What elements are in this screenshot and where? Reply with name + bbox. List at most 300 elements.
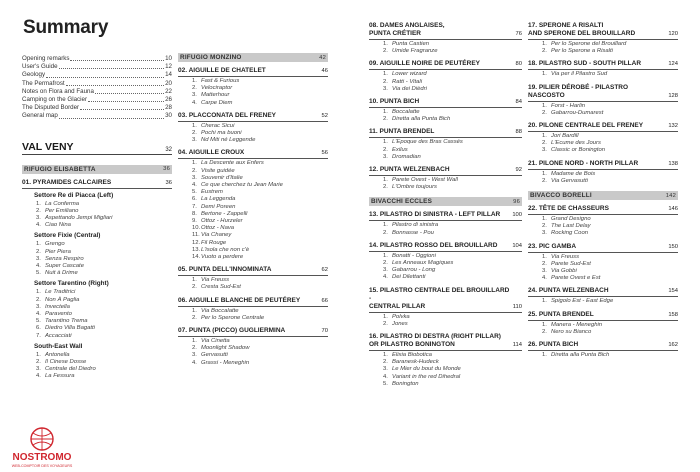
list-item — [369, 184, 522, 191]
list-item-title: Per lo Sperone a Risalti — [551, 48, 613, 55]
list-item-title: Antonella — [45, 351, 70, 358]
list-item-title: Per lo Sperone Centrale — [201, 314, 265, 321]
list-item — [369, 267, 522, 274]
list-item-title: Velociraptor — [201, 85, 233, 92]
general-toc — [22, 55, 172, 121]
route-header — [528, 22, 678, 40]
route-page: 124 — [668, 61, 678, 68]
list-item — [178, 345, 328, 352]
route-name: 12. PUNTA WELZENBACH — [369, 166, 450, 174]
list-item — [178, 338, 328, 345]
list-item-number: 4. — [36, 222, 41, 229]
section-title: VAL VENY — [22, 140, 74, 153]
route-list — [178, 78, 328, 107]
list-item-title: Senza Respiro — [45, 255, 84, 262]
list-item-number: 2. — [192, 345, 197, 352]
list-item-number: 1. — [542, 298, 547, 305]
list-item-number: 12. — [192, 239, 201, 246]
route-header — [369, 287, 522, 313]
list-item-number: 1. — [383, 177, 388, 184]
route-name: 23. PIC GAMBA — [528, 242, 577, 250]
route-header — [178, 297, 328, 307]
list-item-number: 3. — [192, 137, 197, 144]
route-page: 46 — [321, 68, 328, 74]
list-item — [178, 189, 328, 196]
list-item — [528, 133, 678, 140]
list-item-title: Madame de Bois — [551, 170, 596, 177]
list-item — [22, 333, 172, 340]
list-item-title: Per Emiliano — [45, 207, 79, 214]
route-header — [528, 341, 678, 351]
route-name: 13. PILASTRO DI SINISTRA - LEFT PILLAR — [369, 211, 501, 219]
route-name: 18. PILASTRO SUD - SOUTH PILLAR — [528, 60, 642, 68]
route-page: 114 — [512, 342, 522, 349]
list-item — [369, 274, 522, 281]
route-page: 36 — [165, 179, 172, 186]
route-header — [528, 243, 678, 253]
list-item-title: La Fessura — [45, 373, 75, 380]
toc-leader — [46, 71, 164, 77]
list-item-title: Diretta alla Punta Bich — [551, 352, 610, 359]
list-item — [178, 85, 328, 92]
list-item — [369, 86, 522, 93]
list-item-number: 3. — [383, 267, 388, 274]
list-item-number: 3. — [542, 147, 547, 154]
list-item — [369, 177, 522, 184]
list-item-title: Forst - Harlin — [551, 102, 586, 109]
list-item-title: Fil Rouge — [201, 239, 227, 246]
list-item — [528, 48, 678, 55]
refuge-header — [22, 165, 172, 174]
route-list — [528, 103, 678, 117]
toc-entry — [22, 63, 172, 71]
summary-column — [22, 0, 172, 381]
list-item — [369, 48, 522, 55]
list-item-number: 2. — [542, 328, 547, 335]
list-item-title: Bonington — [392, 380, 419, 387]
route-header — [178, 327, 328, 337]
list-item-number: 1. — [383, 252, 388, 259]
route-list — [528, 322, 678, 336]
list-item-title: Grand Designo — [551, 216, 591, 223]
list-item-number: 4. — [383, 274, 388, 281]
toc-column-2 — [178, 53, 328, 367]
list-item — [528, 103, 678, 110]
list-item-number: 2. — [383, 78, 388, 85]
list-item — [22, 325, 172, 332]
route-name: 21. PILONE NORD - NORTH PILLAR — [528, 159, 639, 167]
route-header — [369, 128, 522, 138]
list-item-title: Ciao Nina — [45, 222, 71, 229]
list-item-title: Via Freuss — [201, 277, 230, 284]
refuge-header — [528, 191, 678, 200]
list-item-title: Umide Fragranze — [392, 48, 438, 55]
sector-title: Settore Re di Piacca (Left) — [34, 191, 114, 199]
list-item — [369, 109, 522, 116]
list-item-number: 1. — [192, 338, 197, 345]
route-header — [369, 98, 522, 108]
toc-leader — [70, 55, 164, 61]
route-header — [178, 266, 328, 276]
list-item-number: 3. — [383, 366, 388, 373]
list-item — [369, 374, 522, 381]
list-item-title: Elixia Biobotica — [392, 352, 432, 359]
list-item-title: Pier Piera — [45, 248, 71, 255]
list-item-title: Nuit à Drime — [45, 270, 78, 277]
list-item-title: L'Epoque des Bras Cassés — [392, 139, 463, 146]
list-item — [22, 201, 172, 208]
list-item — [528, 298, 678, 305]
list-item-title: Ottoz - Nava — [201, 225, 235, 232]
sector-title: South-East Wall — [34, 342, 83, 350]
list-item — [369, 71, 522, 78]
route-name: 17. SPERONE A RISALTI AND SPERONE DEL BROUILLARD — [528, 22, 636, 37]
list-item-number: 3. — [192, 92, 197, 99]
list-item-number: 2. — [383, 320, 388, 327]
list-item — [22, 359, 172, 366]
toc-entry-title: Opening remarks — [22, 55, 70, 62]
list-item-number: 1. — [542, 216, 547, 223]
list-item-title: Les Anneaux Magiques — [392, 260, 454, 267]
route-header — [22, 179, 172, 189]
list-item — [178, 123, 328, 130]
list-item-number: 1. — [542, 41, 547, 47]
list-item-number: 5. — [36, 270, 41, 277]
toc-entry — [22, 55, 172, 63]
route-page: 70 — [321, 328, 328, 335]
list-item-title: Gabarrou - Long — [392, 267, 436, 274]
list-item-title: Via Gobbi — [551, 268, 577, 275]
route-header — [178, 112, 328, 122]
route-list — [528, 254, 678, 283]
list-item-title: Ratti - Vitali — [392, 78, 423, 85]
list-item-number: 13. — [192, 246, 201, 253]
route-header — [178, 149, 328, 159]
list-item-title: Parete Ovest e Est — [551, 275, 601, 282]
list-item — [528, 322, 678, 329]
route-name: 25. PUNTA BRENDEL — [528, 310, 594, 318]
list-item-title: Centrale del Diedro — [45, 366, 96, 373]
list-item — [369, 79, 522, 86]
refuge-page: 142 — [665, 192, 676, 199]
toc-entry-page: 22 — [165, 87, 172, 95]
toc-leader — [66, 80, 164, 86]
list-item-number: 1. — [383, 41, 388, 47]
route-page: 158 — [668, 311, 678, 318]
list-item-number: 1. — [36, 200, 41, 207]
list-item — [528, 223, 678, 230]
list-item — [369, 253, 522, 260]
list-item — [178, 175, 328, 182]
list-item-title: Grassi - Meneghin — [201, 359, 250, 366]
route-list — [528, 216, 678, 238]
list-item-title: Dei Dilettanti — [392, 274, 426, 281]
list-item-title: Tarantino Trema — [45, 318, 88, 325]
list-item-number: 1. — [36, 289, 41, 296]
list-item-number: 2. — [36, 296, 41, 303]
list-item-number: 1. — [36, 241, 41, 248]
list-item-title: Lower wizard — [392, 71, 427, 78]
route-list — [528, 298, 678, 305]
list-item-title: La Descente aux Enfers — [201, 160, 264, 167]
list-item-title: Carpe Diem — [201, 99, 233, 106]
route-page: 162 — [668, 342, 678, 349]
list-item-title: Via Gervasutti — [551, 177, 588, 184]
toc-entry-title: General map — [22, 112, 58, 120]
list-item-number: 1. — [192, 78, 197, 84]
route-name: 20. PILONE CENTRALE DEL FRENEY — [528, 122, 644, 130]
list-item-number: 3. — [36, 215, 41, 222]
list-item — [528, 216, 678, 223]
route-page: 132 — [668, 123, 678, 130]
list-item-title: Paravento — [45, 311, 72, 318]
list-item — [22, 222, 172, 229]
route-page: 150 — [668, 243, 678, 250]
list-item-title: L'isola che non c'è — [201, 246, 250, 253]
list-item — [22, 318, 172, 325]
list-item-number: 8. — [192, 210, 197, 217]
list-item-number: 2. — [542, 260, 547, 267]
list-item-number: 1. — [192, 160, 197, 167]
list-item — [369, 321, 522, 328]
list-item-number: 10. — [192, 225, 201, 232]
list-item — [528, 268, 678, 275]
list-item — [369, 147, 522, 154]
list-item — [528, 261, 678, 268]
list-item-title: Nd Miti né Leggende — [201, 137, 256, 144]
toc-column-2-wrap — [178, 53, 328, 367]
route-header — [528, 60, 678, 70]
refuge-page: 96 — [513, 198, 520, 205]
route-name: 19. PILIER DÉROBÉ - PILASTRO NASCOSTO — [528, 83, 629, 99]
list-item-title: Exilus — [392, 146, 408, 153]
route-list — [369, 109, 522, 123]
list-item — [369, 359, 522, 366]
route-list — [178, 160, 328, 261]
list-item — [178, 211, 328, 218]
list-item-number: 3. — [192, 174, 197, 181]
route-name: 04. AIGUILLE CROUX — [178, 149, 245, 157]
list-item-number: 2. — [192, 85, 197, 92]
list-item-title: L'Ombre toujours — [392, 184, 437, 191]
list-item-number: 1. — [542, 321, 547, 328]
list-item-number: 3. — [542, 230, 547, 237]
list-item-title: Grengo — [45, 241, 65, 248]
list-item-number: 2. — [383, 146, 388, 153]
list-item-number: 5. — [192, 189, 197, 196]
list-item-number: 1. — [383, 139, 388, 146]
list-item-number: 1. — [383, 71, 388, 78]
route-list — [22, 289, 172, 339]
toc-entry-page: 20 — [165, 79, 172, 87]
list-item-title: Fast & Furious — [201, 78, 240, 84]
list-item-title: L'Ecume des Jours — [551, 140, 601, 147]
toc-leader — [80, 104, 164, 110]
list-item-title: Vuoto a perdere — [201, 254, 244, 261]
route-page: 52 — [321, 112, 328, 119]
list-item — [528, 140, 678, 147]
list-item-title: La Conferma — [45, 200, 80, 207]
route-list — [178, 308, 328, 322]
list-item-number: 1. — [192, 122, 197, 129]
toc-entry-page: 26 — [165, 96, 172, 104]
toc-entry — [22, 71, 172, 79]
list-item-number: 2. — [383, 359, 388, 366]
toc-entry-title: User's Guide — [22, 63, 58, 71]
list-item-number: 4. — [192, 182, 197, 189]
list-item-number: 2. — [192, 314, 197, 321]
list-item-number: 4. — [36, 311, 41, 318]
list-item-title: Moonlight Shadow — [201, 345, 250, 352]
list-item-title: Via Freuss — [551, 253, 580, 260]
list-item-number: 2. — [542, 109, 547, 116]
list-item-number: 4. — [36, 373, 41, 380]
route-list — [369, 41, 522, 55]
list-item — [528, 171, 678, 178]
route-header — [369, 166, 522, 176]
route-name: 24. PUNTA WELZENBACH — [528, 287, 609, 295]
list-item-title: Ce que cherchez tu Jean Marie — [201, 182, 283, 189]
list-item — [22, 352, 172, 359]
list-item-title: Per lo Sperone del Brouillard — [551, 41, 627, 47]
toc-entry-title: The Permafrost — [22, 79, 65, 87]
list-item — [22, 263, 172, 270]
list-item-title: Visite guidée — [201, 167, 235, 174]
list-item-number: 2. — [36, 359, 41, 366]
list-item-title: Bonnasse - Pou — [392, 229, 434, 236]
list-item — [178, 247, 328, 254]
route-header — [369, 211, 522, 221]
toc-entry — [22, 88, 172, 96]
route-list — [528, 71, 678, 78]
route-page: 138 — [668, 160, 678, 167]
refuge-name: RIFUGIO ELISABETTA — [24, 165, 96, 173]
list-item-number: 1. — [542, 71, 547, 78]
list-item-title: Diedro Villa Bagatti — [45, 325, 95, 332]
list-item — [22, 241, 172, 248]
route-name: 08. DAMES ANGLAISES, PUNTA CRÉTIER — [369, 22, 445, 37]
list-item — [178, 225, 328, 232]
route-name: 14. PILASTRO ROSSO DEL BROUILLARD — [369, 241, 498, 249]
list-item-number: 2. — [36, 207, 41, 214]
list-item — [178, 232, 328, 239]
list-item — [178, 218, 328, 225]
list-item — [369, 222, 522, 229]
route-page: 80 — [515, 61, 522, 68]
list-item — [369, 154, 522, 161]
toc-entry-title: Camping on the Glacier — [22, 96, 88, 104]
refuge-page: 36 — [163, 166, 170, 173]
list-item — [369, 116, 522, 123]
list-item-number: 2. — [542, 223, 547, 230]
list-item — [528, 71, 678, 78]
list-item — [178, 277, 328, 284]
list-item-number: 2. — [36, 248, 41, 255]
toc-entry — [22, 80, 172, 88]
list-item-title: Variant in the red Dihedral — [392, 373, 461, 380]
list-item-title: Non À Paglia — [45, 296, 80, 303]
list-item-title: Rocking Coon — [551, 230, 589, 237]
route-list — [369, 177, 522, 191]
refuge-header — [369, 197, 522, 206]
list-item-number: 7. — [36, 332, 41, 339]
list-item-title: Cresta Sud-Est — [201, 284, 241, 291]
list-item — [22, 304, 172, 311]
list-item — [178, 254, 328, 261]
list-item-number: 1. — [542, 102, 547, 109]
list-item-number: 3. — [383, 153, 388, 160]
route-page: 128 — [668, 92, 678, 99]
route-page: 120 — [668, 31, 678, 37]
route-header — [528, 160, 678, 170]
route-list — [528, 171, 678, 185]
route-list — [22, 352, 172, 381]
list-item — [178, 130, 328, 137]
list-item-number: 2. — [383, 116, 388, 123]
list-item-number: 2. — [542, 48, 547, 55]
list-item — [369, 230, 522, 237]
toc-leader — [59, 63, 165, 69]
list-item — [22, 270, 172, 277]
route-list — [178, 277, 328, 291]
list-item — [528, 254, 678, 261]
route-name: 11. PUNTA BRENDEL — [369, 128, 435, 136]
route-name: 06. AIGUILLE BLANCHE DE PEUTÉREY — [178, 296, 301, 304]
list-item-title: Bertone - Zappelli — [201, 210, 248, 217]
route-page: 88 — [515, 129, 522, 136]
route-name: 10. PUNTA BICH — [369, 98, 420, 106]
list-item-number: 5. — [36, 318, 41, 325]
list-item — [528, 110, 678, 117]
list-item-title: Pochi ma buoni — [201, 130, 242, 137]
route-name: 22. TÊTE DE CHASSEURS — [528, 205, 609, 213]
list-item-title: Nero su Bianco — [551, 328, 592, 335]
list-item-title: The Last Delay — [551, 223, 591, 230]
route-page: 146 — [668, 206, 678, 213]
list-item — [528, 147, 678, 154]
refuge-page: 42 — [319, 54, 326, 61]
list-item-number: 11. — [192, 232, 200, 239]
toc-entry-title: The Disputed Border — [22, 104, 80, 112]
list-item-title: La Leggenda — [201, 196, 236, 203]
route-page: 84 — [515, 99, 522, 106]
list-item-title: Le Traditrici — [45, 289, 76, 296]
route-name: 09. AIGUILLE NOIRE DE PEUTÉREY — [369, 60, 481, 68]
route-name: 26. PUNTA BICH — [528, 341, 579, 349]
list-item-number: 14. — [192, 254, 201, 261]
list-item — [178, 284, 328, 291]
list-item — [528, 329, 678, 336]
sector-title: Settore Tarentino (Right) — [34, 280, 109, 288]
toc-column-4 — [528, 22, 678, 359]
route-list — [369, 352, 522, 388]
toc-entry-title: Geology — [22, 71, 46, 79]
list-item-number: 2. — [383, 48, 388, 55]
section-header — [22, 141, 172, 155]
list-item — [178, 240, 328, 247]
list-item — [178, 182, 328, 189]
list-item-number: 2. — [192, 130, 197, 137]
list-item — [178, 352, 328, 359]
toc-column-4-wrap — [528, 22, 678, 359]
toc-entry-page: 12 — [165, 63, 172, 71]
list-item-number: 1. — [383, 222, 388, 229]
route-list — [369, 222, 522, 236]
route-page: 56 — [321, 150, 328, 157]
list-item-number: 3. — [36, 366, 41, 373]
list-item — [22, 215, 172, 222]
list-item — [528, 275, 678, 282]
